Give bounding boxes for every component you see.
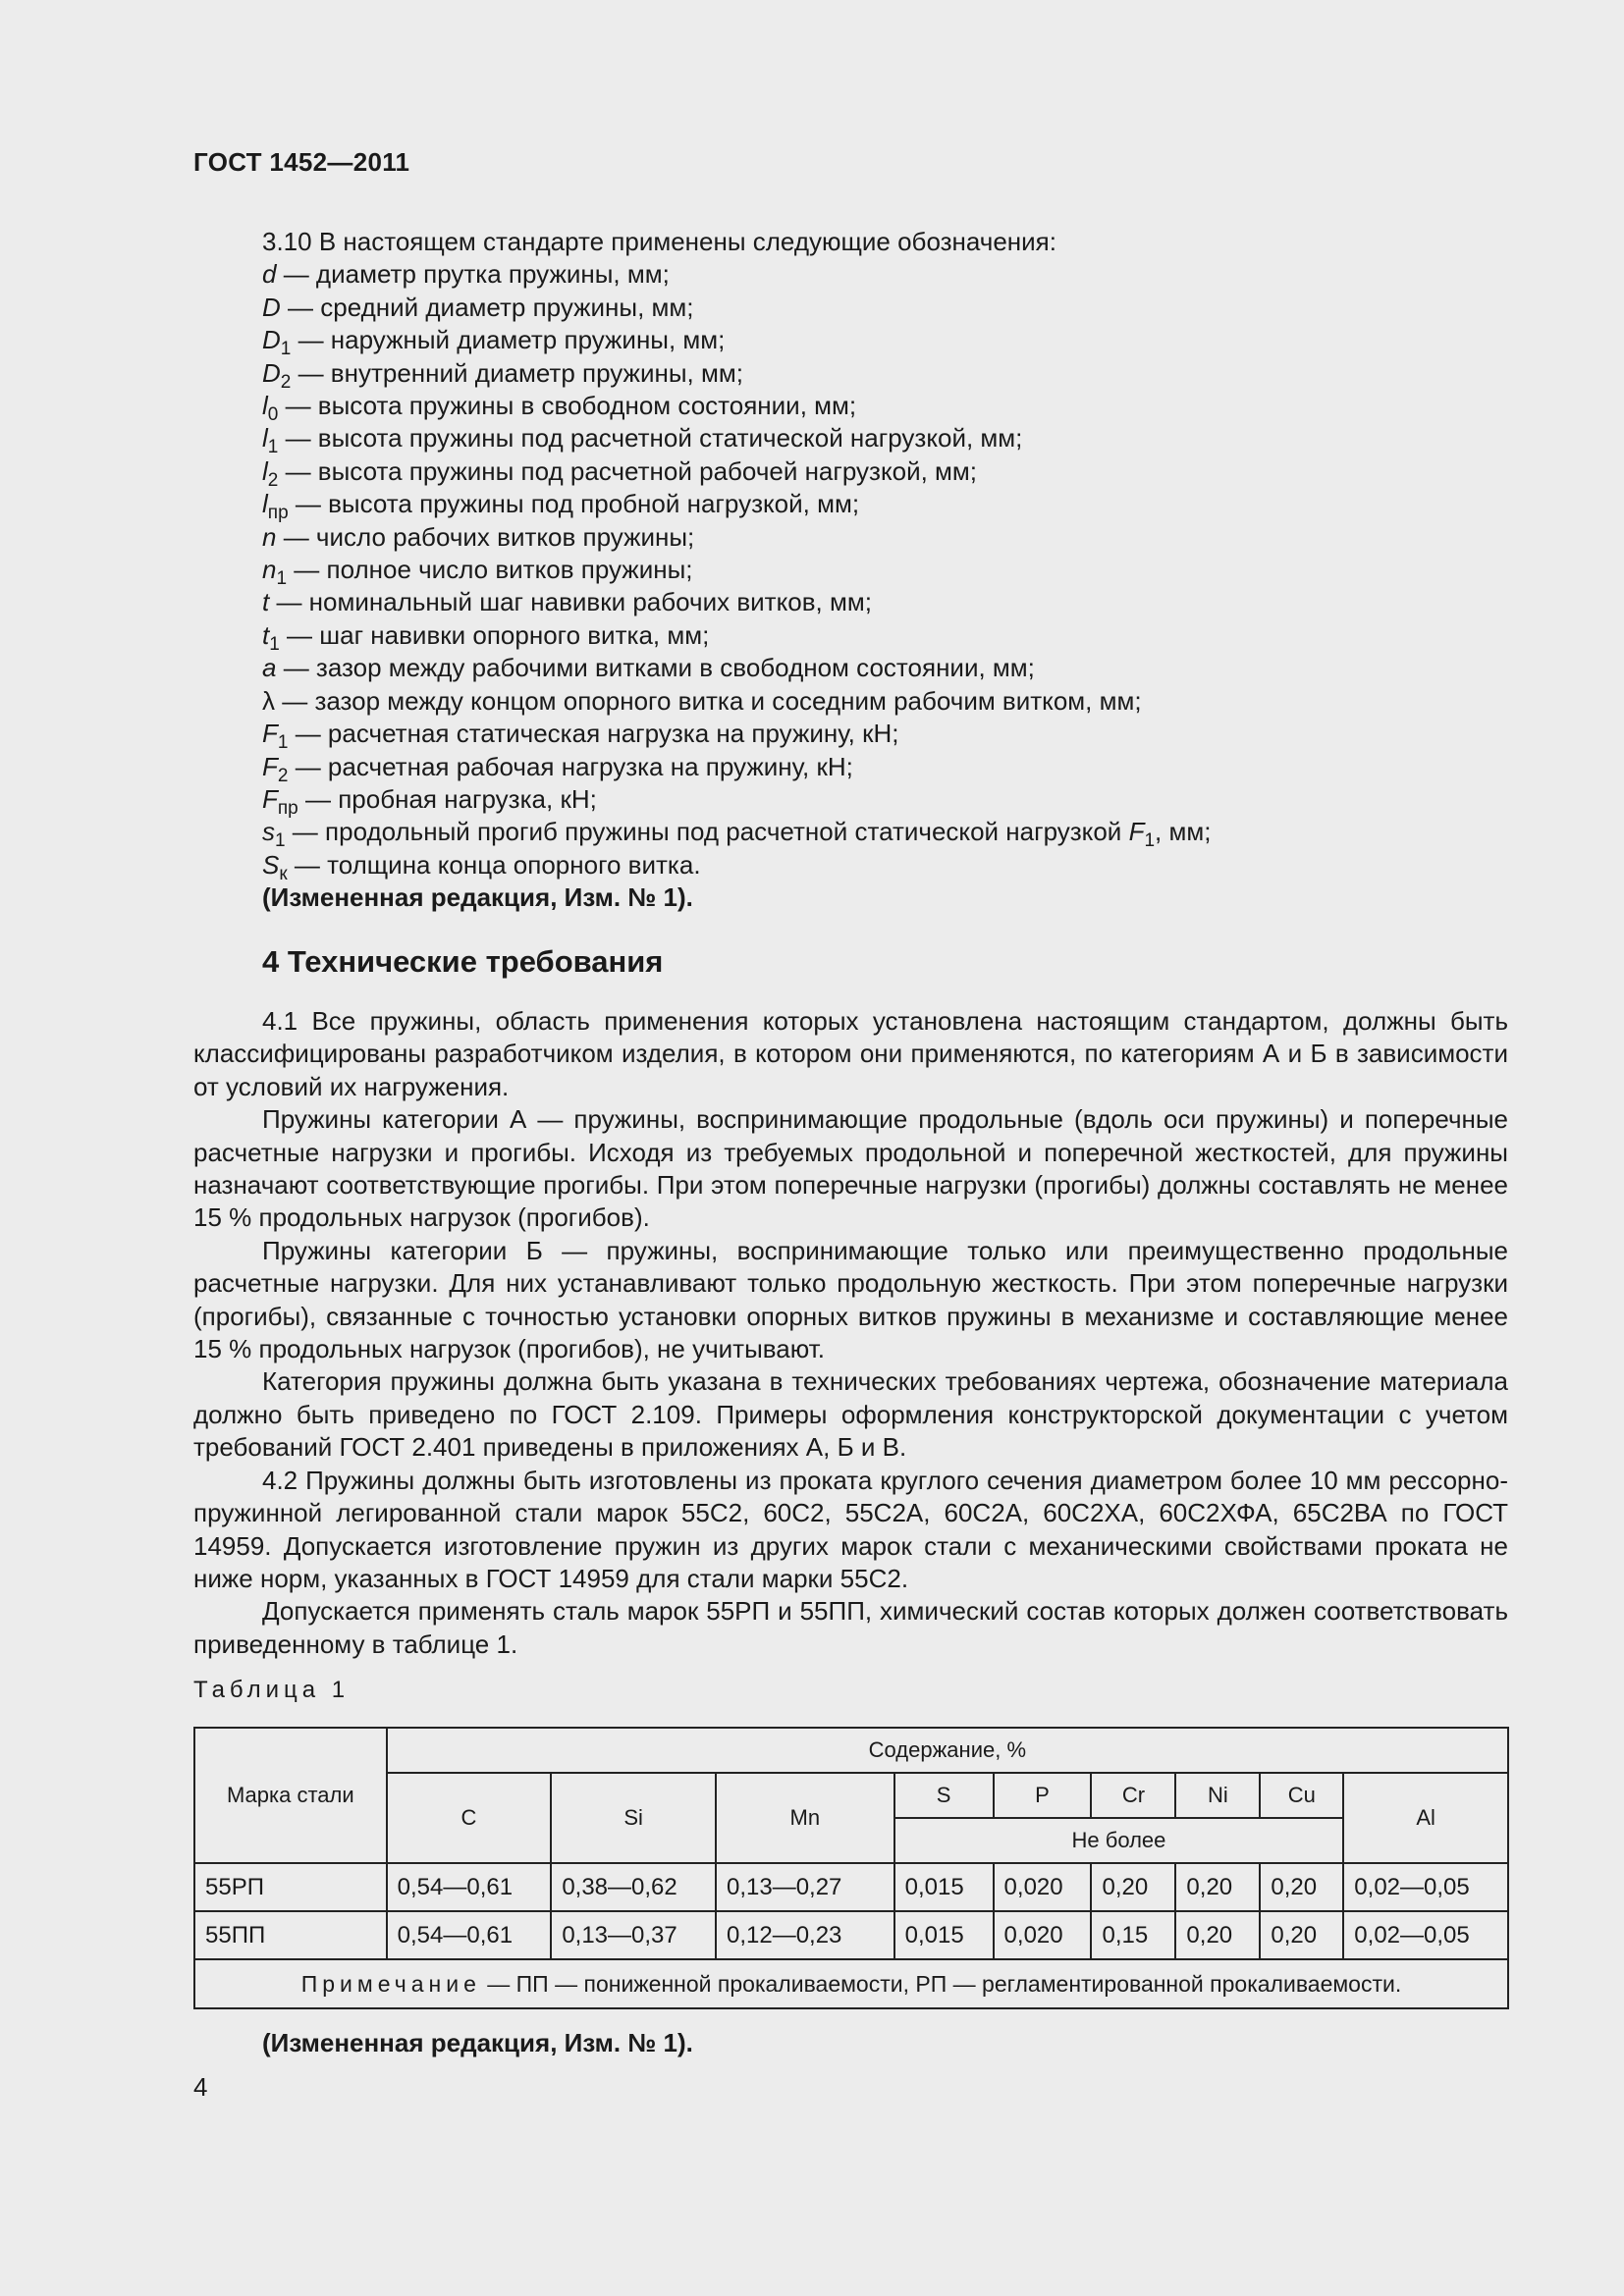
definition-tail-text: , мм; xyxy=(1155,817,1212,847)
definition-item xyxy=(262,685,1539,718)
header-content: Содержание, % xyxy=(387,1728,1508,1773)
definition-symbol: F xyxy=(262,719,278,749)
definition-item xyxy=(262,816,1539,852)
definition-item xyxy=(262,455,1539,491)
table-row xyxy=(194,1911,1508,1959)
definition-item xyxy=(262,422,1539,458)
header-element: Ni xyxy=(1175,1773,1260,1818)
definition-text: — высота пружины под расчетной рабочей нагрузкой, мм; xyxy=(278,455,978,486)
definition-symbol: F xyxy=(262,751,278,781)
cell-ni: 0,20 xyxy=(1175,1911,1260,1959)
definition-text: — продольный прогиб пружины под расчетной статической нагрузкой xyxy=(285,817,1129,847)
header-element: Cu xyxy=(1260,1773,1343,1818)
cell-cr: 0,15 xyxy=(1091,1911,1175,1959)
cell-grade: 55ПП xyxy=(194,1911,387,1959)
cell-p: 0,020 xyxy=(994,1911,1092,1959)
definition-item xyxy=(262,718,1539,754)
definition-item xyxy=(262,324,1539,360)
definition-item xyxy=(262,849,1539,884)
definition-item xyxy=(262,357,1539,393)
header-grade: Марка стали xyxy=(194,1728,387,1863)
definition-symbol: l xyxy=(262,391,268,421)
definition-subscript: пр xyxy=(267,503,289,524)
table-note xyxy=(194,1959,1508,2008)
cell-si: 0,13—0,37 xyxy=(551,1911,716,1959)
definition-item xyxy=(262,390,1539,426)
definition-text: — зазор между концом опорного витка и соседним рабочим витком, мм; xyxy=(275,685,1142,716)
header-element: Mn xyxy=(716,1773,894,1863)
definition-item xyxy=(262,652,1539,684)
definition-symbol: λ xyxy=(262,685,275,716)
definition-symbol: l xyxy=(262,489,268,519)
amendment-note: (Измененная редакция, Изм. № 1). xyxy=(262,882,693,913)
definition-item xyxy=(262,292,1539,324)
definition-text: — пробная нагрузка, кН; xyxy=(298,783,597,814)
cell-mn: 0,12—0,23 xyxy=(716,1911,894,1959)
definition-item xyxy=(262,751,1539,786)
paragraph: Категория пружины должна быть указана в технических требованиях чертежа, обозначение материала должно быть приведено по ГОСТ 2.109. Примеры оформления конструкторской документации с учетом требований ГОСТ 2.401 приведены в приложениях А, Б и В. xyxy=(193,1366,1508,1463)
definitions-intro: 3.10 В настоящем стандарте применены следующие обозначения: xyxy=(262,227,1056,256)
note-label: Примечание xyxy=(300,1970,481,1997)
definition-item xyxy=(262,554,1539,590)
table-note-row xyxy=(194,1959,1508,2008)
paragraph: 4.2 Пружины должны быть изготовлены из проката круглого сечения диаметром более 10 мм рессорно-пружинной легированной стали марок 55С2, 60С2, 55С2А, 60С2А, 60С2ХА, 60С2ХФА, 65С2ВА по ГОСТ 14959. Допускается изготовление пружин из других марок стали с механическими свойствами проката не ниже норм, указанных в ГОСТ 14959 для стали марки 55С2. xyxy=(193,1465,1508,1593)
definition-symbol: S xyxy=(262,849,280,880)
header-element: P xyxy=(994,1773,1092,1818)
definition-symbol: t xyxy=(262,587,270,617)
header-element: Al xyxy=(1343,1773,1508,1863)
note-text: — ПП — пониженной прокаливаемости, РП — регламентированной прокаливаемости. xyxy=(480,1970,1402,1997)
table-row xyxy=(194,1863,1508,1911)
cell-cu: 0,20 xyxy=(1260,1863,1343,1911)
definition-subscript: 1 xyxy=(267,437,279,458)
cell-c: 0,54—0,61 xyxy=(387,1911,552,1959)
definition-tail-subscript: 1 xyxy=(1144,830,1156,852)
definition-subscript: 1 xyxy=(275,830,286,852)
amendment-note-footer: (Измененная редакция, Изм. № 1). xyxy=(262,2028,693,2057)
definition-text: — расчетная рабочая нагрузка на пружину, кН; xyxy=(288,751,853,781)
paragraph: 4.1 Все пружины, область применения которых установлена настоящим стандартом, должны быть классифицированы разработчиком изделия, в котором они применяются, по категориям А и Б в зависимости от условий их нагружения. xyxy=(193,1006,1508,1101)
cell-s: 0,015 xyxy=(894,1863,994,1911)
cell-si: 0,38—0,62 xyxy=(551,1863,716,1911)
definition-text: — внутренний диаметр пружины, мм; xyxy=(291,357,743,388)
definition-symbol: n xyxy=(262,521,277,552)
definition-item xyxy=(262,586,1539,618)
definition-subscript: 2 xyxy=(267,469,279,491)
definition-subscript: к xyxy=(279,863,288,884)
definition-symbol: l xyxy=(262,455,268,486)
definition-text: — зазор между рабочими витками в свободном состоянии, мм; xyxy=(276,653,1035,683)
definition-item xyxy=(262,521,1539,554)
definition-text: — шаг навивки опорного витка, мм; xyxy=(279,619,710,650)
definition-item xyxy=(262,488,1539,524)
definition-text: — средний диаметр пружины, мм; xyxy=(280,292,694,322)
paragraph: Пружины категории Б — пружины, воспринимающие только или преимущественно продольные расчетные нагрузки. Для них устанавливают только продольную жесткость. При этом поперечные нагрузки (прогибы), связанные с точностью установки опорных витков пружины в механизме и составляющие менее 15 % продольных нагрузок (прогибов), не учитывают. xyxy=(193,1235,1508,1364)
definition-text: — высота пружины под расчетной статической нагрузкой, мм; xyxy=(278,423,1023,454)
cell-cu: 0,20 xyxy=(1260,1911,1343,1959)
paragraph: Пружины категории А — пружины, воспринимающие продольные (вдоль оси пружины) и поперечные расчетные нагрузки и прогибы. Исходя из требуемых продольной и поперечной жесткостей, для пружины назначают соответствующие прогибы. При этом поперечные нагрузки (прогибы) должны составлять не менее 15 % продольных нагрузок (прогибов). xyxy=(193,1104,1508,1233)
definition-symbol: t xyxy=(262,619,270,650)
cell-mn: 0,13—0,27 xyxy=(716,1863,894,1911)
definition-subscript: 2 xyxy=(277,765,289,786)
definition-subscript: 1 xyxy=(269,633,280,655)
definition-item xyxy=(262,258,1539,291)
definition-item xyxy=(262,619,1539,655)
page-number: 4 xyxy=(193,2072,208,2102)
definition-text: — высота пружины под пробной нагрузкой, мм; xyxy=(288,489,860,519)
definition-item xyxy=(262,783,1539,819)
definition-text: — расчетная статическая нагрузка на пружину, кН; xyxy=(288,719,899,749)
definition-tail-symbol: F xyxy=(1128,817,1145,847)
chemical-composition-table xyxy=(193,1727,1509,2009)
cell-c: 0,54—0,61 xyxy=(387,1863,552,1911)
cell-p: 0,020 xyxy=(994,1863,1092,1911)
definition-symbol: a xyxy=(262,653,277,683)
definition-symbol: F xyxy=(262,783,278,814)
definition-symbol: d xyxy=(262,259,277,290)
definition-text: — наружный диаметр пружины, мм; xyxy=(291,325,726,355)
definitions-block xyxy=(262,226,1539,915)
definition-symbol: n xyxy=(262,555,277,585)
definition-subscript: 1 xyxy=(276,568,288,590)
cell-ni: 0,20 xyxy=(1175,1863,1260,1911)
definition-text: — полное число витков пружины; xyxy=(287,555,693,585)
definition-text: — диаметр прутка пружины, мм; xyxy=(276,259,670,290)
cell-al: 0,02—0,05 xyxy=(1343,1863,1508,1911)
cell-cr: 0,20 xyxy=(1091,1863,1175,1911)
definition-symbol: D xyxy=(262,357,281,388)
cell-al: 0,02—0,05 xyxy=(1343,1911,1508,1959)
cell-s: 0,015 xyxy=(894,1911,994,1959)
definition-symbol: D xyxy=(262,292,281,322)
header-element: Cr xyxy=(1091,1773,1175,1818)
definition-subscript: 2 xyxy=(280,371,292,393)
header-element: C xyxy=(387,1773,552,1863)
definition-symbol: l xyxy=(262,423,268,454)
definition-subscript: пр xyxy=(277,797,298,819)
definition-text: — толщина конца опорного витка. xyxy=(287,849,701,880)
definition-text: — высота пружины в свободном состоянии, мм; xyxy=(278,391,857,421)
cell-grade: 55РП xyxy=(194,1863,387,1911)
definition-subscript: 1 xyxy=(280,339,292,360)
definition-text: — число рабочих витков пружины; xyxy=(276,521,695,552)
header-element: S xyxy=(894,1773,994,1818)
definition-subscript: 1 xyxy=(277,732,289,754)
header-element: Si xyxy=(551,1773,716,1863)
section-body xyxy=(193,1005,1508,1661)
table-caption: Таблица 1 xyxy=(193,1677,351,1703)
definition-subscript: 0 xyxy=(267,404,279,426)
section-title: 4 Технические требования xyxy=(262,944,664,979)
definition-symbol: s xyxy=(262,817,275,847)
definition-symbol: D xyxy=(262,325,281,355)
header-not-more: Не более xyxy=(894,1818,1344,1863)
definition-text: — номинальный шаг навивки рабочих витков, мм; xyxy=(269,587,872,617)
paragraph: Допускается применять сталь марок 55РП и 55ПП, химический состав которых должен соответствовать приведенному в таблице 1. xyxy=(193,1596,1508,1659)
running-head: ГОСТ 1452—2011 xyxy=(193,147,410,177)
